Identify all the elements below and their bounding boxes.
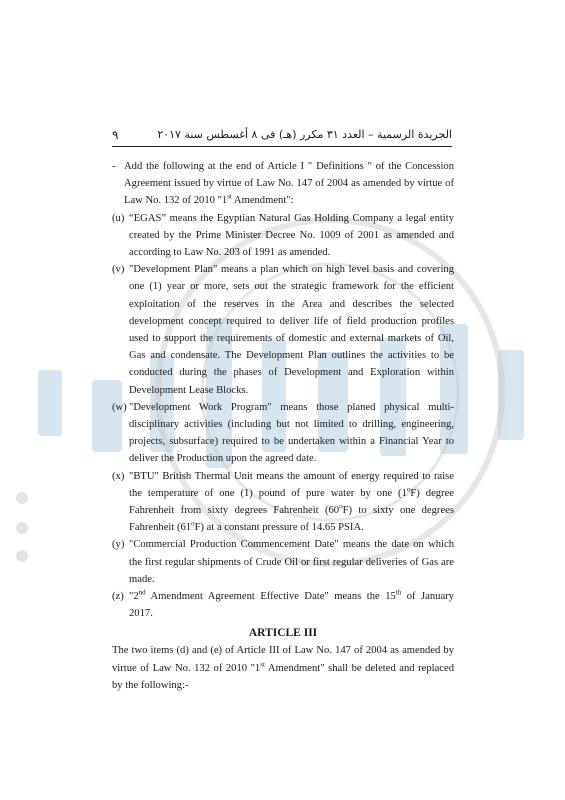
definition-label: (z) [112,591,124,603]
definition-text: "Development Plan" means a plan which on high level basis and covering one (1) year or more, sets out the strategic framework for the efficient exploitation of the reserves in the Area and describes the selected development concept required to deliver life of field production profiles used to support the requirements of domestic and external markets of Oil, Gas and condensate. The Development Plan outlines the activities to be conducted during the phases of Development and Exploration within Development Lease Blocks. [129,264,454,396]
definition-text: "BTU" British Thermal Unit means the amount of energy required to raise the temperature of one (1) pound of pure water by one (1$^o$F) degree Fahrenheit from sixty degrees Fahrenheit (60$^o$F) to sixty one degrees Fahrenheit (61$^o$F) at a constant pressure of 14.65 PSIA. [129,470,454,534]
definition-label: (y) [112,539,125,551]
intro-text: Add the following at the end of Article I " Definitions " of the Concession Agreement issued by virtue of Law No. 147 of 2004 as amended by virtue of Law No. 132 of 2010 "1st Amendment": [124,161,454,207]
definition-text: “EGAS” means the Egyptian Natural Gas Holding Company a legal entity created by the Prime Minister Decree No. 1009 of 2001 as amended and according to Law No. 203 of 1991 as amended. [129,212,454,259]
definition-text: "2nd Amendment Agreement Effective Date" means the 15th of January 2017. [129,588,454,620]
definition-label: (u) [112,212,125,224]
intro-paragraph [112,158,454,210]
page-header [112,126,452,147]
definition-z [112,588,454,622]
definition-text: "Development Work Program" means those planed physical multi-disciplinary activities (including but not limited to drilling, engineering, projects, subsurface) required to be undertaken within a Financial Year to deliver the Production upon the agreed date. [129,401,454,465]
document-body [112,158,454,694]
gazette-title: الجريدة الرسمية – العدد ٣١ مكرر (هـ) فى ٨ أغسطس سنة ٢٠١٧ [157,128,452,141]
definition-label: (w) [112,401,127,413]
definition-w [112,399,454,468]
definition-text: "Commercial Production Commencement Date" means the date on which the first regular shipments of Crude Oil or first regular deliveries of Gas are made. [129,539,454,585]
definition-x [112,468,454,537]
article-heading: ARTICLE III [248,627,318,640]
definition-label: (v) [112,264,125,276]
definition-y [112,536,454,588]
definition-u [112,210,454,262]
definition-v [112,261,454,399]
article-paragraph: The two items (d) and (e) of Article III of Law No. 147 of 2004 as amended by virtue of Law No. 132 of 2010 "1st Amendment" shall be deleted and replaced by the following:- [112,645,454,691]
intro-bullet: - [112,161,116,172]
page-number: ٩ [112,128,119,142]
definition-label: (x) [112,470,125,482]
